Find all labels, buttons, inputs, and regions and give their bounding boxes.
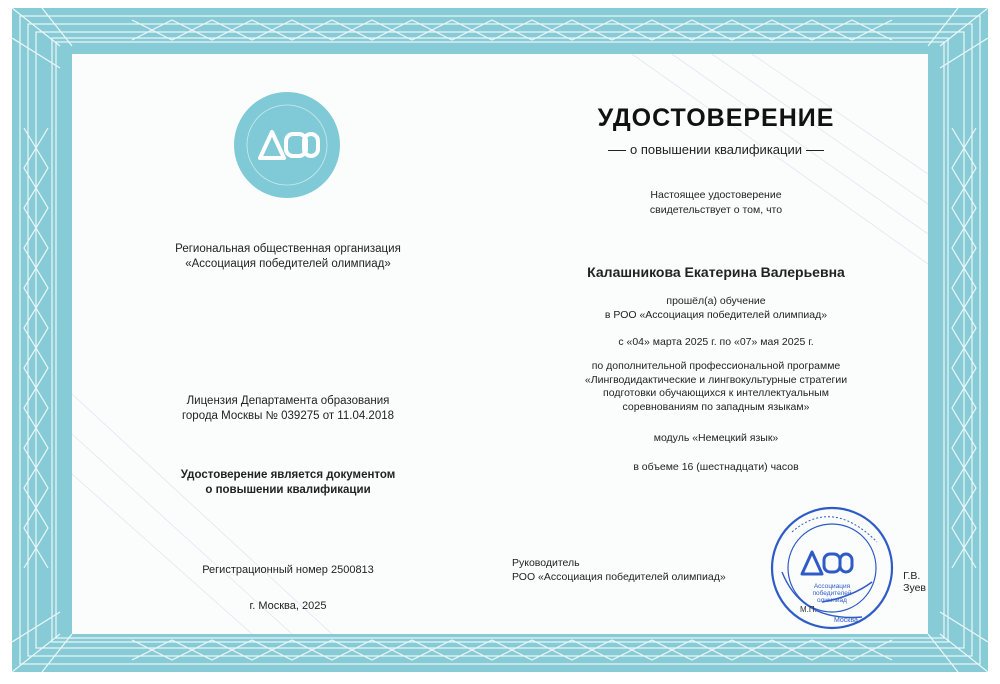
certificate-body	[72, 54, 928, 634]
training-hours: в объеме 16 (шестнадцати) часов	[633, 461, 799, 473]
svg-text:М.П.: М.П.	[800, 605, 817, 614]
program-line-1: по дополнительной профессиональной программе	[591, 360, 841, 372]
passed-line-2: в РОО «Ассоциация победителей олимпиад»	[604, 309, 828, 321]
signer-name: Г.В. Зуев	[903, 570, 927, 594]
training-dates: с «04» марта 2025 г. по «07» мая 2025 г.	[618, 336, 814, 348]
decorative-frame	[12, 8, 988, 672]
note-line-1: Удостоверение является документом	[180, 469, 396, 481]
official-stamp-icon	[762, 502, 902, 632]
passed-line-1: прошёл(а) обучение	[666, 295, 766, 307]
svg-text:Ассоциация: Ассоциация	[813, 583, 851, 590]
org-line-1: Региональная общественная организация	[175, 243, 401, 255]
license-line-1: Лицензия Департамента образования	[186, 395, 390, 407]
note-line-2: о повышении квалификации	[205, 484, 371, 496]
license-info	[72, 394, 504, 424]
organization-name	[72, 242, 504, 272]
association-logo	[232, 90, 342, 200]
program-line-3: подготовки обучающихся к интеллектуальным	[603, 387, 829, 399]
module-name: модуль «Немецкий язык»	[653, 432, 779, 444]
signer-role	[512, 556, 726, 584]
license-line-2: города Москвы № 039275 от 11.04.2018	[181, 410, 395, 422]
program-description	[504, 360, 928, 414]
intro-line-2: свидетельствует о том, что	[649, 204, 783, 216]
subtitle-text: о повышении квалификации	[630, 142, 802, 157]
intro-line-1: Настоящее удостоверение	[650, 189, 782, 201]
org-line-2: «Ассоциация победителей олимпиад»	[185, 258, 391, 270]
signer-role-line-1: Руководитель	[512, 557, 580, 569]
city-year: г. Москва, 2025	[249, 600, 327, 612]
program-line-2: «Лингводидактические и лингвокультурные стратегии	[584, 373, 848, 386]
svg-text:победителей: победителей	[812, 590, 852, 597]
certificate-title: УДОСТОВЕРЕНИЕ	[597, 104, 835, 132]
certificate-intro	[504, 188, 928, 218]
dash-left	[608, 150, 626, 151]
certificate-subtitle	[504, 142, 928, 157]
certificate-column	[504, 54, 928, 634]
svg-text:Москва: Москва	[834, 617, 858, 624]
training-info	[504, 294, 928, 322]
program-line-4: соревнованиям по западным языкам»	[622, 400, 810, 413]
registration-number: Регистрационный номер 2500813	[202, 564, 374, 576]
issuer-column	[72, 54, 504, 634]
svg-text:олимпиад: олимпиад	[817, 597, 847, 604]
signer-role-line-2: РОО «Ассоциация победителей олимпиад»	[512, 571, 726, 583]
logo-emblem-icon	[232, 90, 342, 200]
document-note	[72, 468, 504, 498]
dash-right	[806, 150, 824, 151]
recipient-name: Калашникова Екатерина Валерьевна	[587, 264, 845, 280]
